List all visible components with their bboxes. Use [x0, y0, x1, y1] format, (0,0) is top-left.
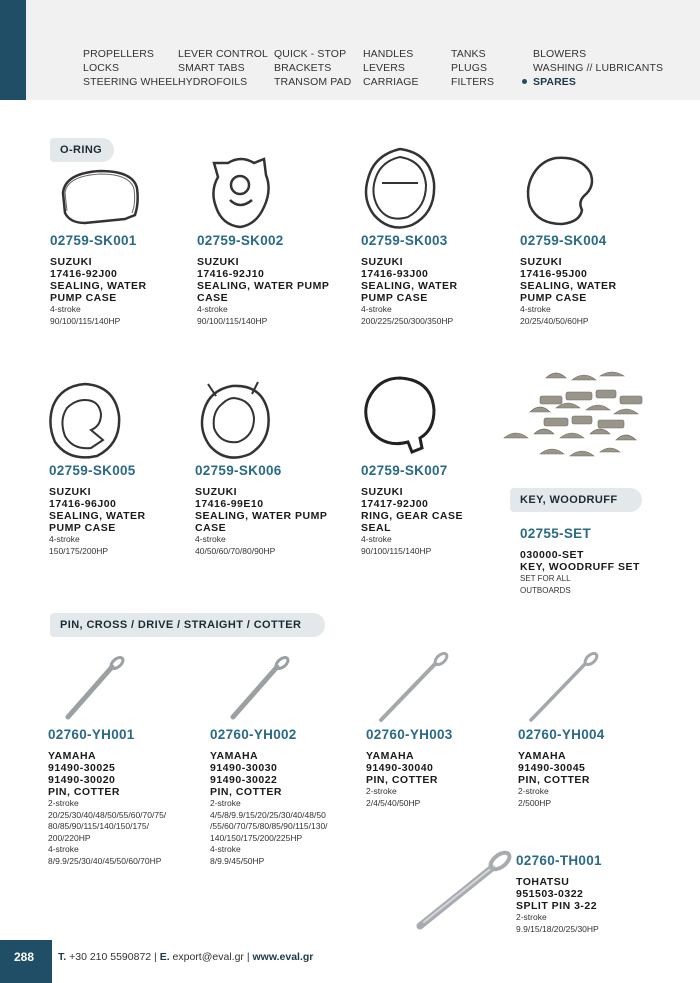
product-spec: 140/150/175/200/225HP: [210, 832, 303, 843]
product-desc: KEY, WOODRUFF SET: [520, 561, 640, 573]
product-card: [520, 526, 670, 596]
oring-image-sk001: [55, 163, 145, 233]
product-desc: 91490-30030: [210, 762, 278, 774]
product-spec: 20/25/40/50/60HP: [520, 315, 589, 326]
product-spec: 2-stroke: [366, 786, 397, 796]
product-spec: 4-stroke: [361, 534, 392, 544]
product-code[interactable]: 02759-SK004: [520, 233, 607, 248]
product-desc: PIN, COTTER: [210, 786, 283, 798]
product-spec: 4-stroke: [50, 304, 81, 314]
product-brand: SUZUKI: [49, 486, 92, 498]
product-brand: YAMAHA: [366, 750, 415, 762]
product-spec: 150/175/200HP: [49, 545, 109, 556]
woodruff-keys-image: [500, 368, 650, 480]
nav-column-2: [178, 47, 268, 89]
nav-link[interactable]: TANKS: [451, 48, 486, 60]
product-card: [518, 727, 668, 809]
nav-link[interactable]: PLUGS: [451, 62, 488, 74]
website-link[interactable]: www.eval.gr: [252, 951, 314, 963]
tel-number[interactable]: +30 210 5590872 |: [69, 951, 157, 963]
product-desc: PIN, COTTER: [48, 786, 121, 798]
nav-link-label: SPARES: [533, 76, 576, 88]
nav-link-active[interactable]: [522, 75, 663, 89]
product-desc: 91490-30020: [48, 774, 116, 786]
product-code[interactable]: 02759-SK003: [361, 233, 448, 248]
nav-column-5: [451, 47, 494, 89]
cotter-pin-image-yh003: [375, 650, 455, 725]
product-spec: 2/500HP: [518, 797, 552, 808]
product-desc: 17416-92J10: [197, 268, 265, 280]
product-code[interactable]: 02759-SK007: [361, 463, 448, 478]
product-desc: SEALING, WATER PUMP: [195, 510, 328, 522]
section-title-woodruff: KEY, WOODRUFF: [510, 488, 642, 512]
product-desc: SEALING, WATER: [361, 280, 458, 292]
product-spec: 2-stroke: [210, 798, 241, 808]
nav-link[interactable]: PROPELLERS: [83, 48, 155, 60]
product-card: [195, 463, 345, 557]
product-spec: 20/25/30/40/48/50/55/60/70/75/: [48, 809, 167, 820]
nav-column-6: [533, 47, 663, 89]
product-code[interactable]: 02759-SK001: [50, 233, 137, 248]
product-desc: 951503-0322: [516, 888, 584, 900]
product-card: [197, 233, 347, 327]
product-card: [210, 727, 360, 867]
product-brand: YAMAHA: [48, 750, 97, 762]
product-desc: PUMP CASE: [50, 292, 117, 304]
product-desc: SEALING, WATER: [50, 280, 147, 292]
product-desc: 17416-93J00: [361, 268, 429, 280]
product-spec: 4-stroke: [520, 304, 551, 314]
product-desc: 91490-30040: [366, 762, 434, 774]
nav-link[interactable]: TRANSOM PAD: [274, 76, 352, 88]
product-spec: 4/5/8/9.9/15/20/25/30/40/48/50: [210, 809, 326, 820]
nav-link[interactable]: LEVERS: [363, 62, 406, 74]
product-spec: 8/9.9/25/30/40/45/50/60/70HP: [48, 855, 162, 866]
product-desc: 91490-30025: [48, 762, 116, 774]
oring-image-sk003: [360, 143, 440, 238]
product-code[interactable]: 02760-YH004: [518, 727, 605, 742]
cotter-pin-image-yh004: [525, 650, 605, 725]
product-desc: SEALING, WATER: [520, 280, 617, 292]
product-spec: SET FOR ALL: [520, 574, 571, 583]
page-number: 288: [14, 950, 35, 964]
product-desc: PUMP CASE: [49, 522, 116, 534]
product-spec: 2-stroke: [518, 786, 549, 796]
product-brand: SUZUKI: [197, 256, 240, 268]
product-card: [361, 233, 511, 327]
nav-link[interactable]: SMART TABS: [178, 62, 245, 74]
product-card: [48, 727, 198, 867]
product-spec: OUTBOARDS: [520, 585, 571, 595]
cotter-pin-image-yh002: [225, 655, 295, 725]
product-code[interactable]: 02760-YH002: [210, 727, 297, 742]
product-brand: SUZUKI: [195, 486, 238, 498]
product-desc: 17416-95J00: [520, 268, 588, 280]
product-brand: YAMAHA: [210, 750, 259, 762]
product-brand: SUZUKI: [50, 256, 93, 268]
active-bullet-icon: [522, 79, 527, 84]
oring-image-sk004: [520, 150, 600, 230]
product-desc: SEALING, WATER PUMP: [197, 280, 330, 292]
product-desc: PIN, COTTER: [518, 774, 591, 786]
nav-link[interactable]: HANDLES: [363, 48, 414, 60]
product-brand: TOHATSU: [516, 876, 570, 888]
product-card: [361, 463, 511, 557]
product-desc: PUMP CASE: [361, 292, 428, 304]
product-desc: SEALING, WATER: [49, 510, 146, 522]
product-spec: /55/60/70/75/80/85/90/115/130/: [210, 821, 328, 831]
product-desc: SEAL: [361, 522, 392, 534]
product-code[interactable]: 02759-SK006: [195, 463, 282, 478]
product-spec: 4-stroke: [361, 304, 392, 314]
nav-link[interactable]: BRACKETS: [274, 62, 332, 74]
oring-image-sk007: [360, 372, 440, 462]
product-card: [49, 463, 199, 557]
product-desc: 17417-92J00: [361, 498, 429, 510]
product-spec: 90/100/115/140HP: [197, 315, 268, 326]
nav-link[interactable]: LEVER CONTROL: [178, 48, 268, 60]
product-desc: 17416-92J00: [50, 268, 118, 280]
nav-link[interactable]: WASHING // LUBRICANTS: [533, 62, 664, 74]
product-code[interactable]: 02755-SET: [520, 526, 591, 541]
product-card: [516, 853, 666, 935]
product-spec: 90/100/115/140HP: [50, 315, 121, 326]
nav-link[interactable]: QUICK - STOP: [274, 48, 347, 60]
product-desc: CASE: [197, 292, 229, 304]
product-brand: SUZUKI: [520, 256, 563, 268]
oring-image-sk002: [208, 155, 273, 235]
product-desc: PIN, COTTER: [366, 774, 439, 786]
product-brand: 030000-SET: [520, 549, 584, 561]
product-spec: 80/85/90/115/140/150/175/: [48, 821, 149, 831]
nav-link[interactable]: CARRIAGE: [363, 76, 419, 88]
product-desc: 17416-99E10: [195, 498, 264, 510]
nav-column-4: [363, 47, 419, 89]
footer-contact: [58, 951, 313, 963]
product-spec: 2-stroke: [516, 912, 547, 922]
email-address[interactable]: export@eval.gr |: [172, 951, 250, 963]
product-desc: SPLIT PIN 3-22: [516, 900, 598, 912]
product-spec: 200/225/250/300/350HP: [361, 315, 454, 326]
nav-column-3: [274, 47, 351, 89]
product-spec: 9.9/15/18/20/25/30HP: [516, 923, 599, 934]
product-desc: RING, GEAR CASE: [361, 510, 464, 522]
product-card: [50, 233, 200, 327]
nav-link[interactable]: FILTERS: [451, 76, 495, 88]
product-spec: 8/9.9/45/50HP: [210, 855, 265, 866]
email-label: E.: [159, 951, 170, 963]
product-desc: 91490-30022: [210, 774, 278, 786]
product-desc: CASE: [195, 522, 227, 534]
product-brand: YAMAHA: [518, 750, 567, 762]
nav-link[interactable]: HYDROFOILS: [178, 76, 248, 88]
product-spec: 2/4/5/40/50HP: [366, 797, 421, 808]
product-code[interactable]: 02759-SK005: [49, 463, 136, 478]
section-title-oring: O-RING: [50, 138, 114, 162]
product-card: [520, 233, 670, 327]
product-spec: 4-stroke: [195, 534, 226, 544]
product-spec: 4-stroke: [48, 844, 79, 854]
product-spec: 2-stroke: [48, 798, 79, 808]
tel-label: T.: [58, 951, 67, 963]
product-spec: 90/100/115/140HP: [361, 545, 432, 556]
product-code[interactable]: 02759-SK002: [197, 233, 284, 248]
section-title-pins: PIN, CROSS / DRIVE / STRAIGHT / COTTER: [50, 613, 325, 637]
product-spec: 4-stroke: [197, 304, 228, 314]
sidebar-accent: [0, 0, 26, 100]
nav-link[interactable]: STEERING WHEEL: [83, 76, 179, 88]
product-spec: 200/220HP: [48, 832, 91, 843]
split-pin-image-th001: [410, 848, 520, 933]
product-code[interactable]: 02760-TH001: [516, 853, 602, 868]
product-desc: 17416-96J00: [49, 498, 117, 510]
oring-image-sk005: [45, 378, 125, 463]
product-desc: 91490-30045: [518, 762, 586, 774]
nav-link[interactable]: LOCKS: [83, 62, 120, 74]
nav-column-1: [83, 47, 178, 89]
product-spec: 4-stroke: [49, 534, 80, 544]
product-code[interactable]: 02760-YH001: [48, 727, 135, 742]
product-brand: SUZUKI: [361, 256, 404, 268]
product-brand: SUZUKI: [361, 486, 404, 498]
nav-link[interactable]: BLOWERS: [533, 48, 587, 60]
product-card: [366, 727, 516, 809]
product-code[interactable]: 02760-YH003: [366, 727, 453, 742]
oring-image-sk006: [196, 378, 276, 463]
cotter-pin-image-yh001: [60, 655, 130, 725]
product-spec: 4-stroke: [210, 844, 241, 854]
product-spec: 40/50/60/70/80/90HP: [195, 545, 276, 556]
product-desc: PUMP CASE: [520, 292, 587, 304]
